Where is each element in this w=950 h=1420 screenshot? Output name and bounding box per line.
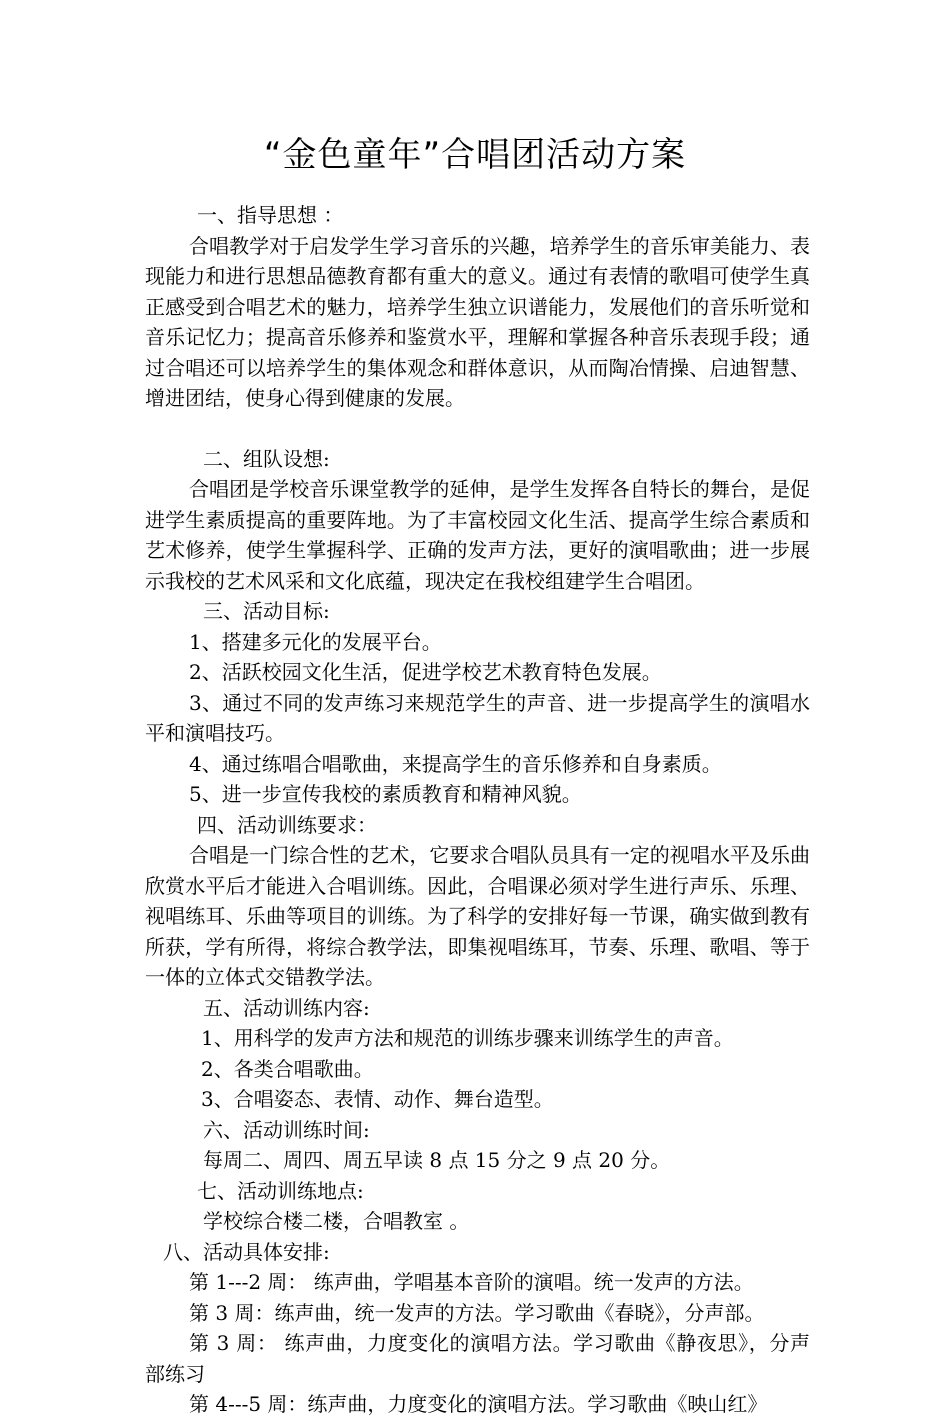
section-8-item: 第 4---5 周：练声曲，力度变化的演唱方法。学习歌曲《映山红》 bbox=[189, 1392, 768, 1416]
section-8-item: 第 3 周：练声曲，统一发声的方法。学习歌曲《春晓》，分声部。 bbox=[189, 1300, 765, 1325]
document-title: “金色童年”合唱团活动方案 bbox=[263, 135, 687, 175]
section-6-text: 每周二、周四、周五早读 8 点 15 分之 9 点 20 分。 bbox=[203, 1148, 671, 1172]
section-3-item: 1、搭建多元化的发展平台。 bbox=[189, 629, 442, 654]
section-3-item: 5、进一步宣传我校的素质教育和精神风貌。 bbox=[189, 782, 582, 806]
section-1-heading: 一、指导思想 ： bbox=[197, 203, 344, 227]
section-7-heading: 七、活动训练地点: bbox=[197, 1178, 364, 1203]
section-3-item: 3、通过不同的发声练习来规范学生的声音、进一步提高学生的演唱水平和演唱技巧。 bbox=[145, 690, 810, 745]
section-1-paragraph: 合唱教学对于启发学生学习音乐的兴趣，培养学生的音乐审美能力、表现能力和进行思想品德教育都有重大的意义。通过有表情的歌唱可使学生真正感受到合唱艺术的魅力，培养学生独立识谱能力，发展他们的音乐听觉和音乐记忆力；提高音乐修养和鉴赏水平，理解和掌握各种音乐表现手段；通过合唱还可以培养学生的集体观念和群体意识，从而陶冶情操、启迪智慧、增进团结，使身心得到健康的发展。 bbox=[145, 233, 810, 410]
section-6-heading: 六、活动训练时间: bbox=[203, 1117, 370, 1142]
section-2-heading: 二、组队设想: bbox=[203, 446, 330, 471]
section-5-item: 3、合唱姿态、表情、动作、舞台造型。 bbox=[201, 1087, 554, 1111]
section-5-item: 2、各类合唱歌曲。 bbox=[201, 1056, 374, 1081]
document-body bbox=[145, 200, 810, 1420]
section-3-heading: 三、活动目标: bbox=[203, 599, 330, 623]
section-7-text: 学校综合楼二楼，合唱教室 。 bbox=[203, 1209, 470, 1233]
section-5-item: 1、用科学的发声方法和规范的训练步骤来训练学生的声音。 bbox=[201, 1026, 734, 1050]
section-8-heading: 八、活动具体安排: bbox=[163, 1239, 330, 1264]
section-4-paragraph: 合唱是一门综合性的艺术，它要求合唱队员具有一定的视唱水平及乐曲欣赏水平后才能进入合唱训练。因此，合唱课必须对学生进行声乐、乐理、视唱练耳、乐曲等项目的训练。为了科学的安排好每一节课，确实做到教有所获，学有所得，将综合教学法，即集视唱练耳，节奏、乐理、歌唱、等于一体的立体式交错教学法。 bbox=[145, 843, 810, 989]
section-8-item: 第 1---2 周： 练声曲，学唱基本音阶的演唱。统一发声的方法。 bbox=[189, 1270, 754, 1294]
section-3-item: 2、活跃校园文化生活，促进学校艺术教育特色发展。 bbox=[189, 660, 662, 684]
section-5-heading: 五、活动训练内容: bbox=[203, 995, 370, 1020]
section-2-paragraph: 合唱团是学校音乐课堂教学的延伸，是学生发挥各自特长的舞台，是促进学生素质提高的重要阵地。为了丰富校园文化生活、提高学生综合素质和艺术修养，使学生掌握科学、正确的发声方法，更好的演唱歌曲；进一步展示我校的艺术风采和文化底蕴，现决定在我校组建学生合唱团。 bbox=[145, 477, 810, 593]
section-4-heading: 四、活动训练要求： bbox=[197, 812, 377, 837]
section-8-item: 第 3 周： 练声曲，力度变化的演唱方法。学习歌曲《静夜思》，分声部练习 bbox=[145, 1331, 810, 1386]
section-3-item: 4、通过练唱合唱歌曲，来提高学生的音乐修养和自身素质。 bbox=[189, 751, 722, 776]
spacer bbox=[145, 414, 810, 444]
